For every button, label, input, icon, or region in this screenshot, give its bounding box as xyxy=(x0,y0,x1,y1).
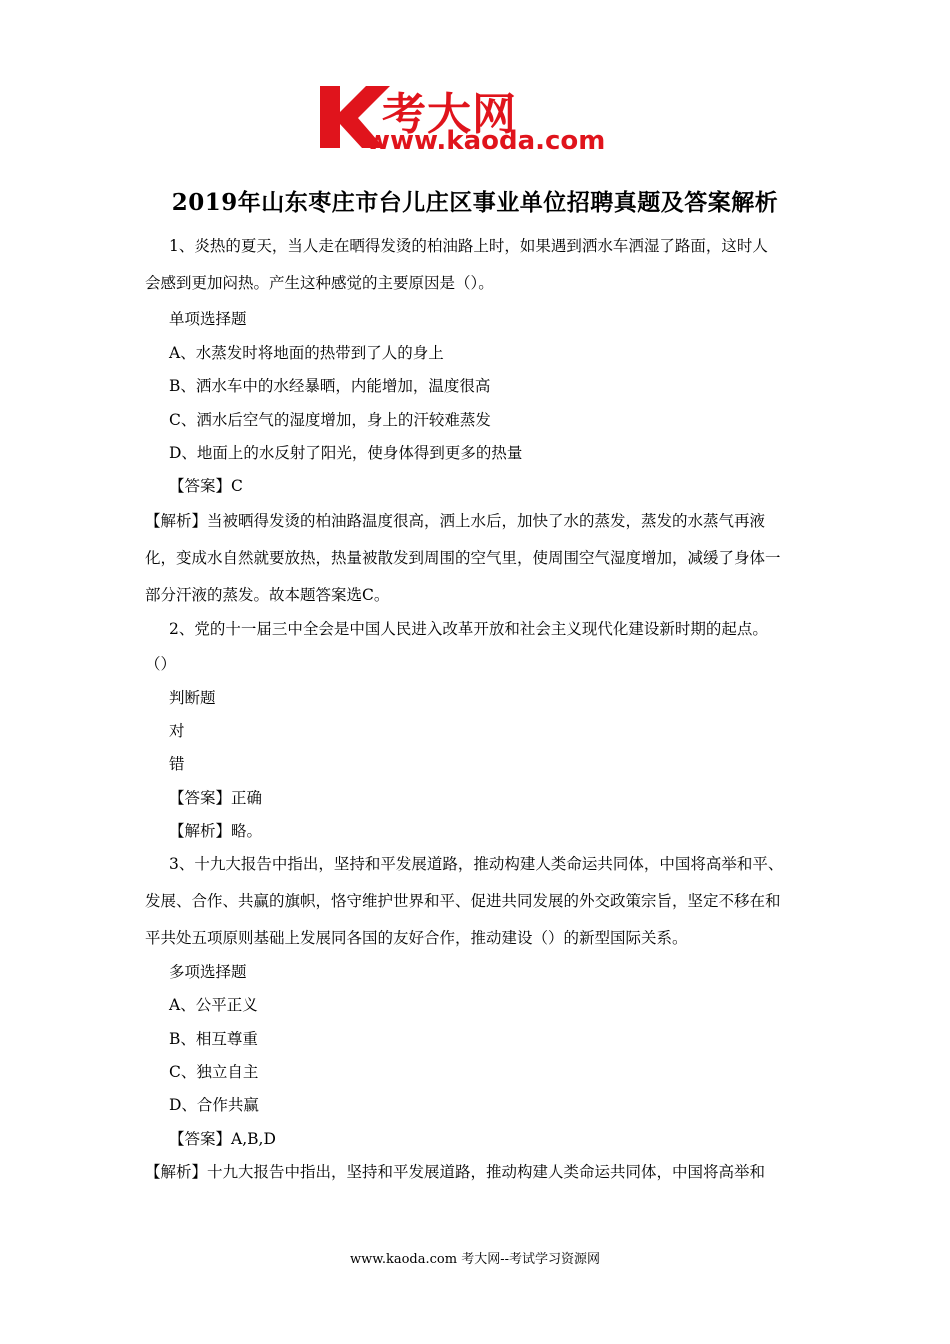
text-line: 平共处五项原则基础上发展同各国的友好合作，推动建设（）的新型国际关系。 xyxy=(145,929,688,947)
logo-brand-cn: 考大网 xyxy=(382,89,517,140)
logo-brand-url: www.kaoda.com xyxy=(366,126,606,156)
text-line: 【解析】十九大报告中指出，坚持和平发展道路，推动构建人类命运共同体，中国将高举和 xyxy=(145,1163,766,1181)
text-line: 化，变成水自然就要放热，热量被散发到周围的空气里，使周围空气湿度增加，减缓了身体一 xyxy=(145,549,781,567)
text-line: D、合作共赢 xyxy=(169,1096,259,1114)
text-line: 错 xyxy=(169,755,185,773)
text-line: C、独立自主 xyxy=(169,1063,259,1081)
text-line: 【答案】A,B,D xyxy=(169,1130,276,1148)
text-line: 会感到更加闷热。产生这种感觉的主要原因是（）。 xyxy=(145,274,494,292)
kaoda-logo xyxy=(318,82,636,162)
text-line: B、洒水车中的水经暴晒，内能增加，温度很高 xyxy=(169,377,491,395)
text-line: （） xyxy=(145,655,177,673)
text-line: A、公平正义 xyxy=(169,996,258,1014)
text-line: D、地面上的水反射了阳光，使身体得到更多的热量 xyxy=(169,444,523,462)
text-line: 3、十九大报告中指出，坚持和平发展道路，推动构建人类命运共同体，中国将高举和平、 xyxy=(169,855,784,873)
text-line: 【答案】C xyxy=(169,477,243,495)
text-line: 【解析】当被晒得发烫的柏油路温度很高，洒上水后，加快了水的蒸发，蒸发的水蒸气再液 xyxy=(145,512,766,530)
text-line: C、洒水后空气的湿度增加，身上的汗较难蒸发 xyxy=(169,411,491,429)
text-line: A、水蒸发时将地面的热带到了人的身上 xyxy=(169,344,444,362)
text-line: 判断题 xyxy=(169,689,216,707)
text-line: 部分汗液的蒸发。故本题答案选C。 xyxy=(145,586,390,604)
page-title: 2019年山东枣庄市台儿庄区事业单位招聘真题及答案解析 xyxy=(171,189,779,216)
text-line: 单项选择题 xyxy=(169,310,247,328)
text-line: 发展、合作、共赢的旗帜，恪守维护世界和平、促进共同发展的外交政策宗旨，坚定不移在和 xyxy=(145,892,781,910)
text-line: 2、党的十一届三中全会是中国人民进入改革开放和社会主义现代化建设新时期的起点。 xyxy=(169,620,768,638)
text-line: B、相互尊重 xyxy=(169,1030,258,1048)
text-line: 对 xyxy=(169,722,185,740)
text-line: 多项选择题 xyxy=(169,963,247,981)
text-line: 【解析】略。 xyxy=(169,822,263,840)
text-line: 1、炎热的夏天，当人走在晒得发烫的柏油路上时，如果遇到洒水车洒湿了路面，这时人 xyxy=(169,237,768,255)
page-footer: www.kaoda.com 考大网--考试学习资源网 xyxy=(350,1252,600,1267)
text-line: 【答案】正确 xyxy=(169,789,263,807)
